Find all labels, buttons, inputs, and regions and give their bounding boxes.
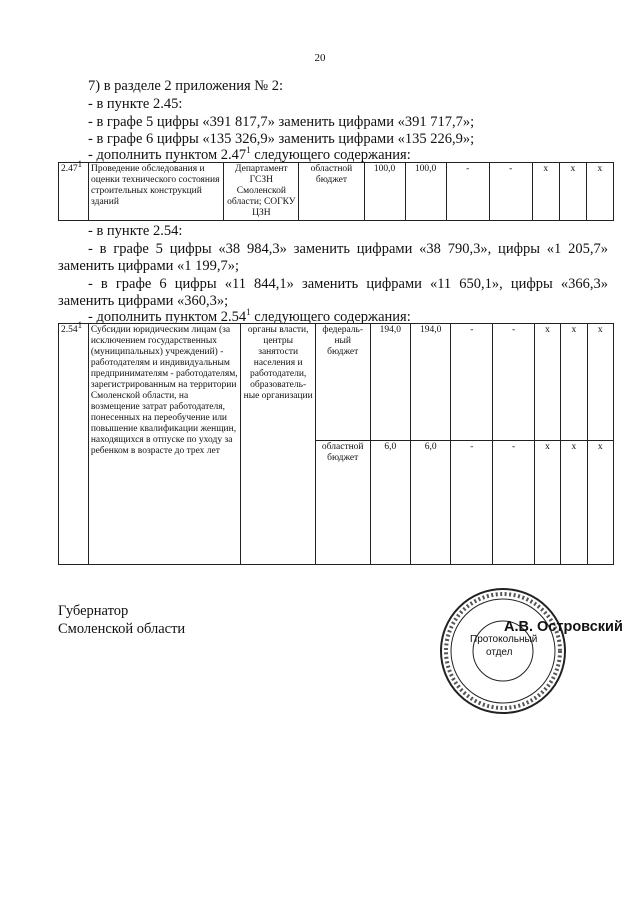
change-col5: - в графе 5 цифры «391 817,7» заменить цифрами «391 717,7»;: [88, 114, 475, 130]
add-point-2-47: - дополнить пунктом 2.47$^1$ следующего содержания:: [88, 145, 411, 163]
point-2-54: - в пункте 2.54:: [88, 223, 183, 239]
cell-col10: х: [561, 324, 587, 441]
funding-source: областной бюджет: [315, 441, 370, 565]
measure-name: Проведение обследования и оценки технического состояния строительных конструкций зданий: [89, 163, 224, 221]
add-point-2-54-1: - дополнить пунктом 2.54$^1$ следующего содержания:: [88, 307, 411, 325]
point-2-45: - в пункте 2.45:: [88, 96, 183, 112]
cell-col11: х: [586, 163, 613, 221]
page-number: 20: [314, 52, 326, 64]
table-point-2-47: [58, 159, 614, 221]
cell-col9: х: [534, 441, 560, 565]
stamp-text: Протокольный отдел: [470, 634, 538, 658]
funding-source: федераль-ный бюджет: [315, 324, 370, 441]
measure-name: Субсидии юридическим лицам (за исключением государственных (муниципальных) учреждений) - работодателям и индивидуальным предпринимателям - работодателям, зарегистрированным на территории Смоленской области, на возмещение затрат работодателя, понесенных на переобучение или повышение квалификации женщин, находящихся в отпуске по уходу за ребенком в возрасте до трех лет: [88, 324, 241, 565]
change-2-54-col6-cont: заменить цифрами «360,3»;: [58, 293, 229, 309]
cell-col9: х: [534, 324, 560, 441]
change-2-54-col5: - в графе 5 цифры «38 984,3» заменить цифрами «38 790,3», цифры «1 205,7»: [88, 241, 608, 257]
cell-col5: 194,0: [370, 324, 410, 441]
cell-col5: 6,0: [370, 441, 410, 565]
cell-col11: х: [587, 324, 613, 441]
signer-title-1: Губернатор: [58, 603, 129, 619]
table-row: [59, 324, 614, 441]
executor: органы власти, центры занятости населения и работодатели, образователь-ные организации: [241, 324, 315, 565]
cell-col5: 100,0: [364, 163, 405, 221]
funding-source: областной бюджет: [299, 163, 364, 221]
table-row: [59, 163, 614, 221]
cell-col9: х: [532, 163, 559, 221]
cell-col6: 6,0: [411, 441, 451, 565]
cell-col6: 100,0: [405, 163, 446, 221]
section-heading: 7) в разделе 2 приложения № 2:: [88, 78, 284, 94]
cell-col7: -: [451, 324, 493, 441]
cell-col10: х: [559, 163, 586, 221]
table-point-2-54-1: [58, 320, 614, 565]
signer-title-2: Смоленской области: [58, 621, 186, 637]
cell-col8: -: [493, 441, 535, 565]
cell-col6: 194,0: [411, 324, 451, 441]
cell-col8: -: [489, 163, 532, 221]
cell-col11: х: [587, 441, 613, 565]
row-number: 2.47$^1$: [59, 163, 89, 221]
change-col6: - в графе 6 цифры «135 326,9» заменить цифрами «135 226,9»;: [88, 131, 475, 147]
cell-col7: -: [451, 441, 493, 565]
executor: Департамент ГСЗН Смоленской области; СОГКУ ЦЗН: [224, 163, 299, 221]
change-2-54-col5-cont: заменить цифрами «1 199,7»;: [58, 258, 240, 274]
cell-col7: -: [446, 163, 489, 221]
cell-col8: -: [493, 324, 535, 441]
cell-col10: х: [561, 441, 587, 565]
signer-name: А.В. Островский: [504, 619, 623, 635]
row-number: 2.54$^1$: [59, 324, 89, 565]
change-2-54-col6: - в графе 6 цифры «11 844,1» заменить цифрами «11 650,1», цифры «366,3»: [88, 276, 608, 292]
